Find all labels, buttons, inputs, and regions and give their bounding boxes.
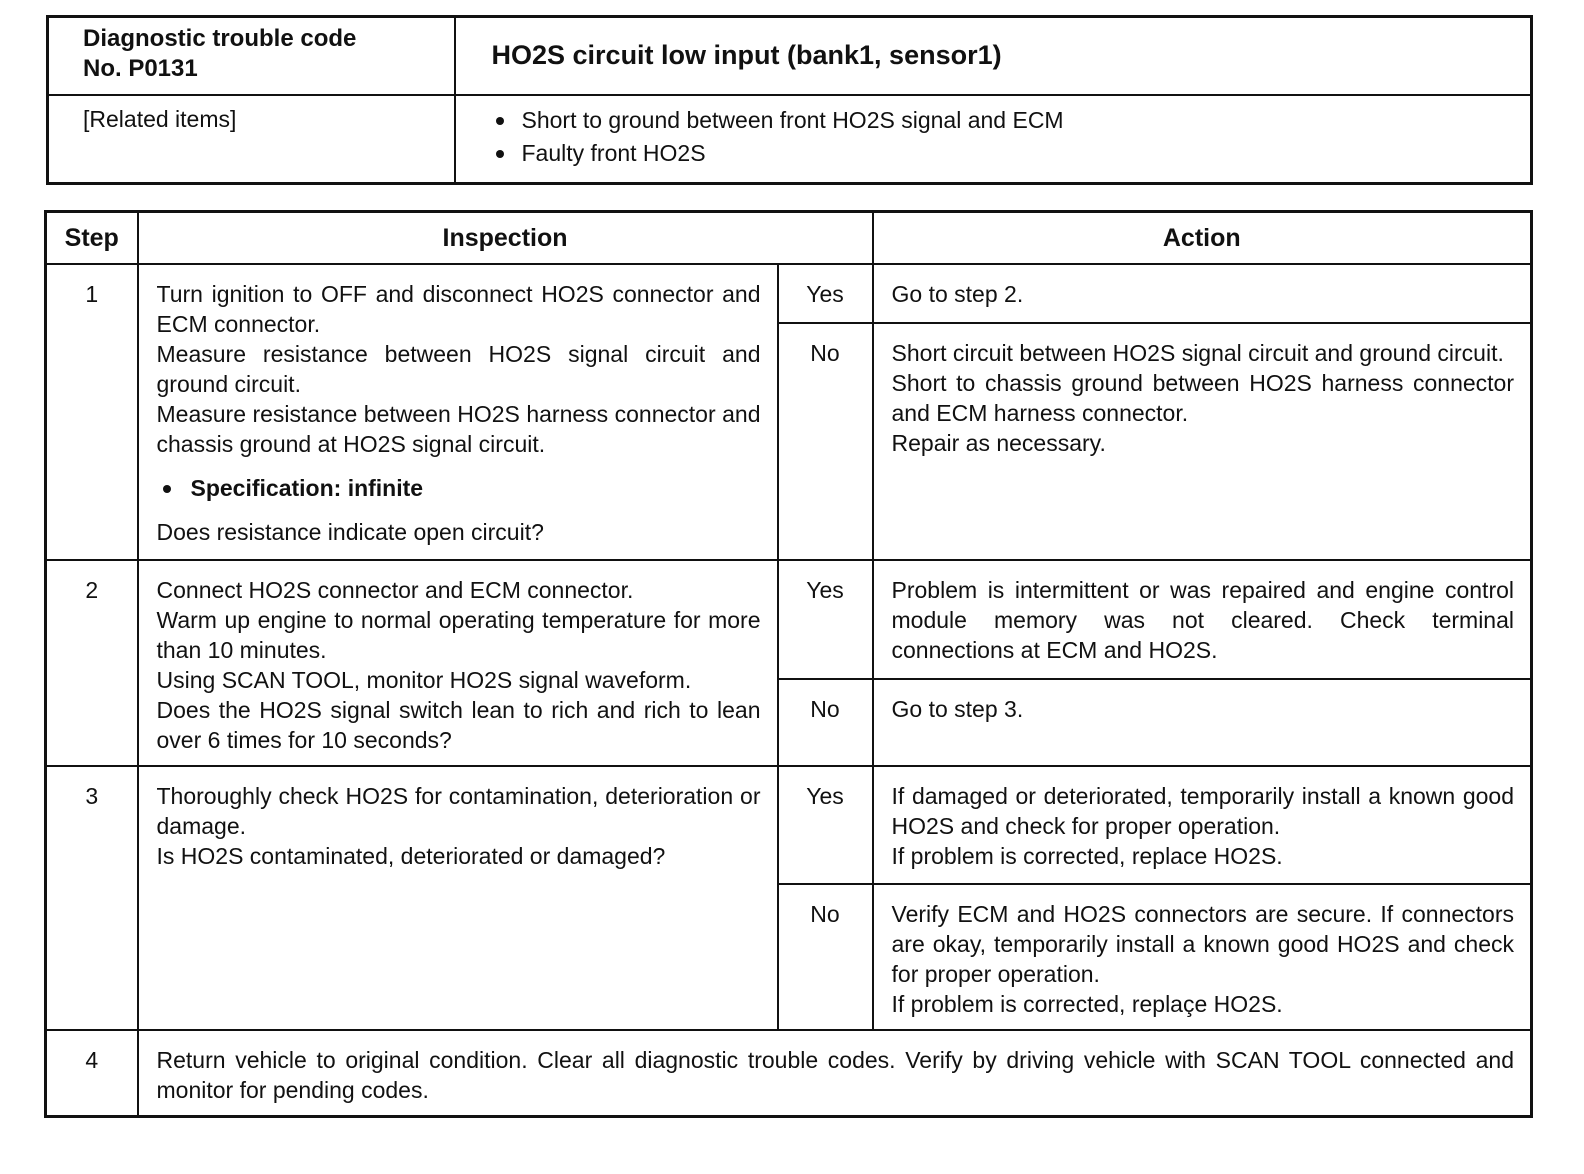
diagnostic-step-table [44, 210, 1533, 1118]
table-row [46, 1030, 1532, 1117]
step-number: 1 [46, 264, 138, 560]
no-label: No [778, 323, 873, 560]
action-line: Short circuit between HO2S signal circuit and ground circuit. [891, 340, 1504, 366]
step-number: 2 [46, 560, 138, 766]
inspection-line: Measure resistance between HO2S signal circuit and ground circuit. [156, 341, 761, 397]
step-number: 3 [46, 766, 138, 1030]
inspection-line: Using SCAN TOOL, monitor HO2S signal waveform. [156, 667, 692, 693]
no-action [873, 884, 1532, 1030]
yes-action: Problem is intermittent or was repaired and engine control module memory was not cleared. Check terminal connections at ECM and HO2S. [873, 560, 1532, 679]
inspection-question: Does the HO2S signal switch lean to rich and rich to lean over 6 times for 10 seconds? [156, 697, 761, 753]
dtc-code-label [48, 17, 455, 96]
inspection-line: Measure resistance between HO2S harness connector and chassis ground at HO2S signal circuit. [156, 401, 761, 457]
inspection-line: Thoroughly check HO2S for contamination, deterioration or damage. [156, 783, 761, 839]
no-label: No [778, 679, 873, 766]
step-number: 4 [46, 1030, 138, 1117]
action-line: Verify ECM and HO2S connectors are secure. If connectors are okay, temporarily install a known good HO2S and check for proper operation. [891, 901, 1515, 987]
dtc-title: HO2S circuit low input (bank1, sensor1) [455, 17, 1532, 96]
table-row [46, 560, 1532, 679]
yes-label: Yes [778, 560, 873, 679]
step-inspection [138, 560, 778, 766]
table-row [46, 766, 1532, 884]
no-action [873, 323, 1532, 560]
related-item: Short to ground between front HO2S signal and ECM [492, 104, 1511, 137]
table-row [46, 264, 1532, 323]
yes-action: Go to step 2. [873, 264, 1532, 323]
step-inspection [138, 264, 778, 560]
dtc-code-number: No. P0131 [83, 55, 198, 82]
inspection-question: Is HO2S contaminated, deteriorated or damaged? [156, 843, 666, 869]
step-final-instruction: Return vehicle to original condition. Clear all diagnostic trouble codes. Verify by driving vehicle with SCAN TOOL connected and monitor for pending codes. [138, 1030, 1532, 1117]
action-line: If problem is corrected, replace HO2S. [891, 843, 1283, 869]
specification: Specification: infinite [157, 473, 761, 503]
action-line: If problem is corrected, replaçe HO2S. [891, 991, 1283, 1017]
inspection-line: Turn ignition to OFF and disconnect HO2S connector and ECM connector. [156, 281, 761, 337]
related-items-label: [Related items] [48, 95, 455, 184]
inspection-line: Warm up engine to normal operating temperature for more than 10 minutes. [156, 607, 761, 663]
step-inspection [138, 766, 778, 1030]
related-items-row [48, 95, 1532, 184]
yes-action [873, 766, 1532, 884]
action-line: If damaged or deteriorated, temporarily install a known good HO2S and check for proper operation. [891, 783, 1515, 839]
inspection-question: Does resistance indicate open circuit? [156, 519, 544, 545]
related-item: Faulty front HO2S [492, 137, 1511, 170]
action-line: Short to chassis ground between HO2S harness connector and ECM harness connector. [891, 370, 1515, 426]
dtc-code-label-line1: Diagnostic trouble code [83, 25, 357, 52]
header-inspection: Inspection [138, 212, 873, 265]
related-items-cell [455, 95, 1532, 184]
header-step: Step [46, 212, 138, 265]
yes-label: Yes [778, 766, 873, 884]
dtc-code-row [48, 17, 1532, 96]
no-action: Go to step 3. [873, 679, 1532, 766]
related-items-list [492, 104, 1511, 170]
dtc-header-table [46, 15, 1533, 185]
action-line: Repair as necessary. [891, 430, 1106, 456]
header-action: Action [873, 212, 1532, 265]
table-header-row [46, 212, 1532, 265]
inspection-line: Connect HO2S connector and ECM connector. [156, 577, 634, 603]
yes-label: Yes [778, 264, 873, 323]
no-label: No [778, 884, 873, 1030]
